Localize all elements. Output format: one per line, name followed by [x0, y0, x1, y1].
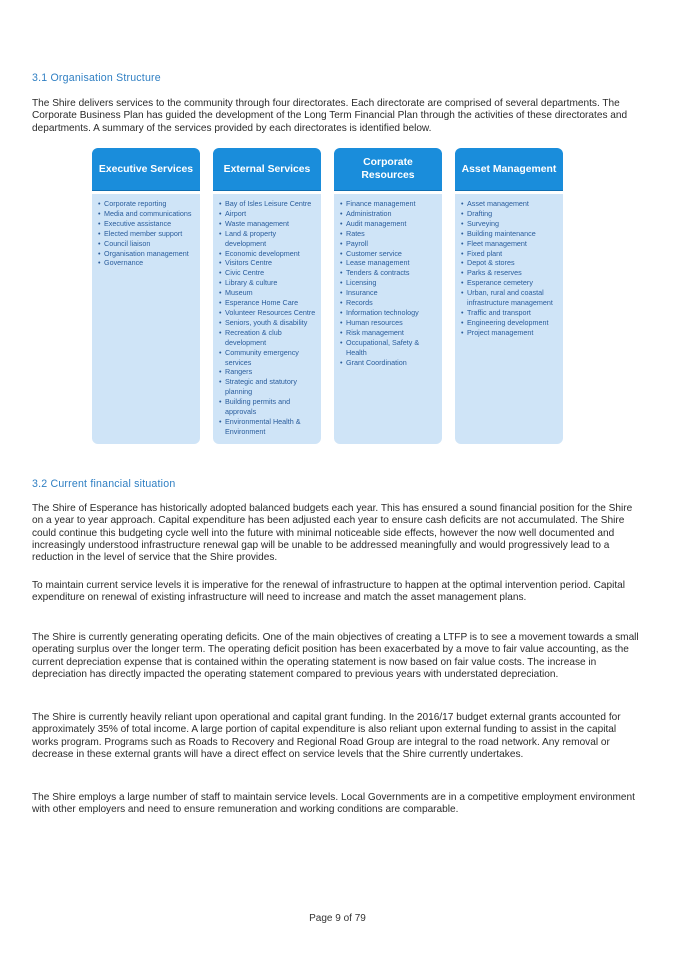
financial-paragraph-5: The Shire employs a large number of staff to maintain service levels. Local Governments are in a competitive employment environment with other employers and need to ensure remuneration and working conditions are comparable.	[32, 792, 635, 816]
org-service-item: • Esperance Home Care	[219, 298, 317, 308]
org-service-item: • Bay of Isles Leisure Centre	[219, 199, 317, 209]
org-column-list-box	[455, 194, 563, 444]
org-service-item: • Council liaison	[98, 239, 196, 249]
org-service-item: • Lease management	[340, 258, 438, 268]
org-service-item: • Urban, rural and coastal infrastructure management	[461, 288, 559, 308]
org-service-item: • Building permits and approvals	[219, 397, 317, 417]
org-service-item: • Visitors Centre	[219, 258, 317, 268]
org-column-title: External Services	[213, 148, 321, 190]
org-service-item: • Seniors, youth & disability	[219, 318, 317, 328]
financial-paragraph-1: The Shire of Esperance has historically adopted balanced budgets each year. This has ensured a sound financial position for the Shire on a year to year approach. Capital expenditure has been adjusted each year to ensure cash deficits are not accumulated. The Shire could continue this budgeting cycle well into the future with minimal noticeable side effects, however the now well documented and increasingly understood infrastructure renewal gap will be unable to be addressed meaningfully and would progressively lead to a reduction in the level of service that the Shire provides.	[32, 503, 633, 564]
org-service-item: • Land & property development	[219, 229, 317, 249]
org-service-item: • Rangers	[219, 367, 317, 377]
org-service-item: • Parks & reserves	[461, 268, 559, 278]
org-service-list	[340, 199, 438, 367]
org-service-list	[461, 199, 559, 338]
org-column-title: Asset Management	[455, 148, 563, 190]
org-column-list-box	[92, 194, 200, 444]
org-service-item: • Finance management	[340, 199, 438, 209]
org-service-item: • Payroll	[340, 239, 438, 249]
org-service-item: • Esperance cemetery	[461, 278, 559, 288]
org-service-item: • Engineering development	[461, 318, 559, 328]
org-service-item: • Human resources	[340, 318, 438, 328]
org-service-item: • Tenders & contracts	[340, 268, 438, 278]
org-service-item: • Depot & stores	[461, 258, 559, 268]
org-service-item: • Community emergency services	[219, 348, 317, 368]
financial-paragraph-4: The Shire is currently heavily reliant upon operational and capital grant funding. In the 2016/17 budget external grants accounted for approximately 35% of total income. A large portion of capital expenditure is also reliant upon external funding to assist in the capital works program. Programs such as Roads to Recovery and Regional Road Group are integral to the road network. Any removal or decrease in these external grants will have a direct effect on service levels that the Shire currently undertakes.	[32, 712, 621, 760]
org-service-list	[219, 199, 317, 437]
org-column-list-box	[334, 194, 442, 444]
org-service-item: • Licensing	[340, 278, 438, 288]
org-service-item: • Records	[340, 298, 438, 308]
org-service-item: • Fixed plant	[461, 249, 559, 259]
organisation-intro-paragraph: The Shire delivers services to the community through four directorates. Each directorate are comprised of several departments. The Corporate Business Plan has guided the development of the Long Term Financial Plan through the activities of these directorates and departments. A summary of the services provided by each directorates is identified below.	[32, 98, 628, 134]
section-heading-organisation-structure: 3.1 Organisation Structure	[32, 72, 161, 84]
financial-paragraph-2: To maintain current service levels it is imperative for the renewal of infrastructure to happen at the optimal intervention period. Capital expenditure on renewal of existing infrastructure will need to increase and match the asset management plans.	[32, 580, 626, 604]
org-service-item: • Building maintenance	[461, 229, 559, 239]
org-service-item: • Economic development	[219, 249, 317, 259]
org-service-list	[98, 199, 196, 268]
org-service-item: • Elected member support	[98, 229, 196, 239]
org-service-item: • Project management	[461, 328, 559, 338]
org-service-item: • Environmental Health & Environment	[219, 417, 317, 437]
org-service-item: • Asset management	[461, 199, 559, 209]
org-service-item: • Drafting	[461, 209, 559, 219]
org-service-item: • Risk management	[340, 328, 438, 338]
org-service-item: • Recreation & club development	[219, 328, 317, 348]
org-service-item: • Customer service	[340, 249, 438, 259]
org-service-item: • Grant Coordination	[340, 358, 438, 368]
org-service-item: • Museum	[219, 288, 317, 298]
org-service-item: • Executive assistance	[98, 219, 196, 229]
org-service-item: • Surveying	[461, 219, 559, 229]
org-service-item: • Corporate reporting	[98, 199, 196, 209]
org-column-title: Executive Services	[92, 148, 200, 190]
org-service-item: • Library & culture	[219, 278, 317, 288]
org-column-corporate-resources	[334, 148, 442, 446]
org-service-item: • Occupational, Safety & Health	[340, 338, 438, 358]
org-service-item: • Information technology	[340, 308, 438, 318]
financial-paragraph-3: The Shire is currently generating operating deficits. One of the main objectives of creating a LTFP is to see a movement towards a small operating surplus over the longer term. The operating deficit position has been exacerbated by a move to fair value accounting, as the current depreciation expense that is contained within the operating statement is now based on fair value costs. The increase in depreciation has directly impacted the operating statement compared to previous years with understated depreciation.	[32, 632, 639, 680]
org-service-item: • Airport	[219, 209, 317, 219]
org-service-item: • Waste management	[219, 219, 317, 229]
org-column-executive-services	[92, 148, 200, 446]
org-service-item: • Rates	[340, 229, 438, 239]
org-service-item: • Governance	[98, 258, 196, 268]
org-chart	[92, 148, 566, 446]
org-service-item: • Volunteer Resources Centre	[219, 308, 317, 318]
section-heading-current-financial-situation: 3.2 Current financial situation	[32, 478, 176, 490]
org-service-item: • Media and communications	[98, 209, 196, 219]
org-column-external-services	[213, 148, 321, 446]
org-service-item: • Insurance	[340, 288, 438, 298]
org-service-item: • Administration	[340, 209, 438, 219]
org-column-asset-management	[455, 148, 563, 446]
org-column-title: Corporate Resources	[334, 148, 442, 190]
org-service-item: • Organisation management	[98, 249, 196, 259]
org-service-item: • Strategic and statutory planning	[219, 377, 317, 397]
org-service-item: • Audit management	[340, 219, 438, 229]
page-number: Page 9 of 79	[309, 913, 366, 924]
org-column-list-box	[213, 194, 321, 444]
org-service-item: • Traffic and transport	[461, 308, 559, 318]
org-service-item: • Fleet management	[461, 239, 559, 249]
org-service-item: • Civic Centre	[219, 268, 317, 278]
